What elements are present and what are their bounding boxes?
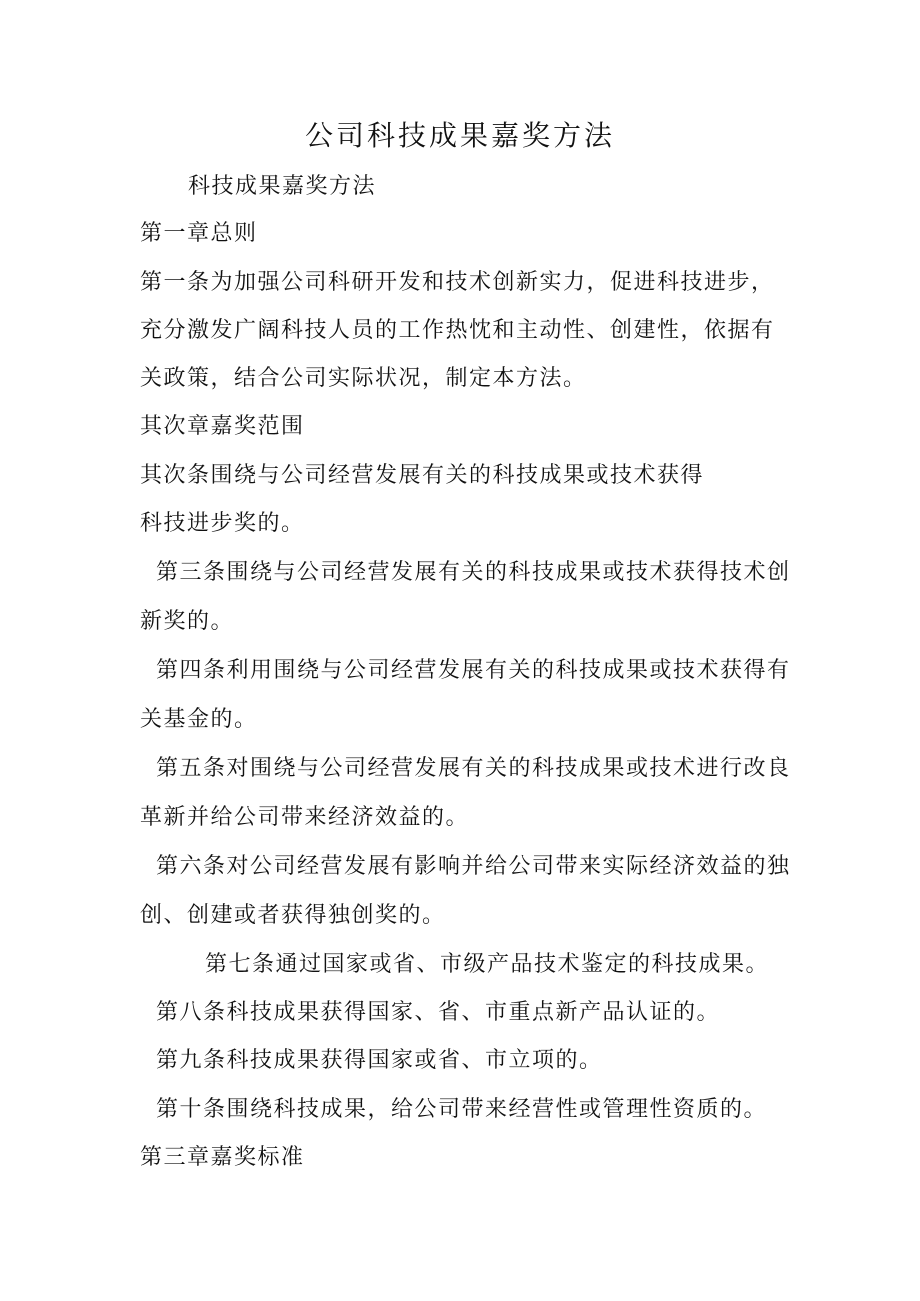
paragraph-line: 第六条对公司经营发展有影响并给公司带来实际经济效益的独 [156, 854, 791, 879]
paragraph-line: 第一条为加强公司科研开发和技术创新实力，促进科技进步， [140, 270, 775, 295]
document-title: 公司科技成果嘉奖方法 [304, 119, 615, 152]
paragraph-line: 其次条围绕与公司经营发展有关的科技成果或技术获得 [140, 463, 705, 488]
paragraph-line: 第三条围绕与公司经营发展有关的科技成果或技术获得技术创 [156, 560, 791, 585]
paragraph-line: 创、创建或者获得独创奖的。 [140, 903, 446, 928]
paragraph-line: 第七条通过国家或省、市级产品技术鉴定的科技成果。 [205, 952, 770, 977]
chapter-heading: 第三章嘉奖标准 [140, 1145, 305, 1170]
paragraph-line: 科技进步奖的。 [140, 511, 305, 536]
paragraph-line: 第九条科技成果获得国家或省、市立项的。 [156, 1048, 603, 1073]
paragraph-line: 第八条科技成果获得国家、省、市重点新产品认证的。 [156, 1000, 721, 1025]
chapter-heading: 其次章嘉奖范围 [140, 414, 305, 439]
paragraph-line: 第四条利用围绕与公司经营发展有关的科技成果或技术获得有 [156, 658, 791, 683]
paragraph-line: 关政策，结合公司实际状况，制定本方法。 [140, 366, 587, 391]
document-subtitle: 科技成果嘉奖方法 [188, 174, 377, 199]
paragraph-line: 充分激发广阔科技人员的工作热忱和主动性、创建性，依据有 [140, 318, 775, 343]
paragraph-line: 第五条对围绕与公司经营发展有关的科技成果或技术进行改良 [156, 756, 791, 781]
paragraph-line: 关基金的。 [140, 707, 258, 732]
paragraph-line: 革新并给公司带来经济效益的。 [140, 805, 470, 830]
paragraph-line: 新奖的。 [140, 609, 235, 634]
chapter-heading: 第一章总则 [140, 221, 258, 246]
paragraph-line: 第十条围绕科技成果，给公司带来经营性或管理性资质的。 [156, 1097, 768, 1122]
